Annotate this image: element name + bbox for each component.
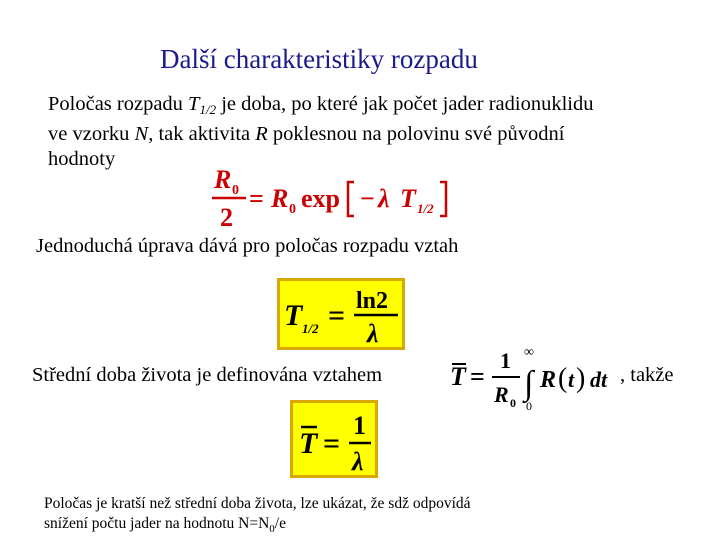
equation-half-life-definition: [208, 160, 458, 232]
eq1-right-bracket: [440, 182, 446, 216]
eq2-T-subscript: 1/2: [302, 321, 319, 336]
symbol-T: T: [188, 93, 200, 115]
eq3-equals: =: [470, 362, 485, 391]
eq1-T: T: [400, 184, 416, 213]
eq3-dt: dt: [590, 367, 608, 392]
eq1-left-bracket: [348, 182, 354, 216]
eq2-equals: =: [328, 299, 346, 332]
eq4-denominator: λ: [352, 447, 364, 475]
footer-line-1: Poločas je kratší než střední doba života, lze ukázat, že sdž odpovídá: [44, 495, 471, 512]
eq3-left-paren: (: [558, 363, 568, 394]
slide-title: Další charakteristiky rozpadu: [160, 44, 478, 74]
eq3-denominator-subscript: 0: [510, 396, 516, 410]
eq3-denominator-R: R: [494, 382, 509, 407]
eq3-T: T: [450, 362, 466, 391]
footer-note: [44, 494, 471, 539]
eq1-T-subscript: 1/2: [417, 201, 434, 216]
text-hence: , takže: [620, 364, 674, 386]
eq4-T: T: [299, 427, 318, 460]
intro-text: , tak aktivita: [148, 123, 256, 145]
eq3-numerator: 1: [500, 348, 511, 373]
eq3-upper-limit: ∞: [524, 345, 534, 360]
equation-half-life: [280, 281, 402, 347]
intro-text: ve vzorku: [48, 123, 135, 145]
eq2-numerator: ln2: [356, 288, 389, 314]
eq1-denominator: 2: [220, 203, 233, 232]
eq1-equals: =: [249, 184, 264, 213]
eq1-exp: exp: [301, 184, 340, 213]
footer-text: snížení počtu jader na hodnotu N=N: [44, 515, 270, 532]
eq4-numerator: 1: [353, 411, 366, 440]
equation-mean-lifetime-definition: [446, 342, 618, 414]
eq1-R: R: [271, 184, 289, 213]
footer-text: /e: [274, 515, 286, 532]
eq2-denominator: λ: [367, 319, 379, 347]
symbol-R: R: [255, 123, 268, 145]
eq3-t: t: [568, 367, 575, 392]
footer-line-2: [44, 514, 471, 539]
intro-line-3: hodnoty: [48, 148, 116, 170]
eq3-right-paren: ): [576, 363, 586, 394]
eq1-numerator-R: R: [214, 165, 232, 194]
intro-line-2: [48, 122, 708, 147]
intro-text: poklesnou na polovinu své původní: [267, 123, 565, 145]
eq1-numerator-subscript: 0: [232, 183, 239, 198]
eq1-R-subscript: 0: [289, 202, 296, 217]
integral-icon: ∫: [524, 365, 534, 402]
footer-subscript: 0: [269, 523, 275, 535]
text-mean-lifetime: Střední doba života je definována vztahem: [32, 364, 383, 386]
eq3-lower-limit: 0: [526, 399, 532, 413]
equation-mean-lifetime-box: [290, 400, 378, 478]
text-derivation: Jednoduchá úprava dává pro poločas rozpadu vztah: [36, 235, 459, 257]
eq4-equals: =: [323, 427, 341, 460]
equation-mean-lifetime: [293, 403, 375, 475]
eq2-T: T: [284, 299, 303, 332]
intro-text: je doba, po které jak počet jader radionuklidu: [216, 93, 594, 115]
intro-line-1: [48, 92, 708, 122]
equation-half-life-box: [277, 278, 405, 350]
symbol-N: N: [134, 123, 149, 145]
eq3-R: R: [540, 367, 557, 393]
intro-text: Poločas rozpadu: [48, 93, 189, 115]
eq1-lambda: λ: [378, 184, 390, 213]
eq1-minus: −: [360, 184, 375, 213]
subscript-half: 1/2: [199, 102, 217, 117]
